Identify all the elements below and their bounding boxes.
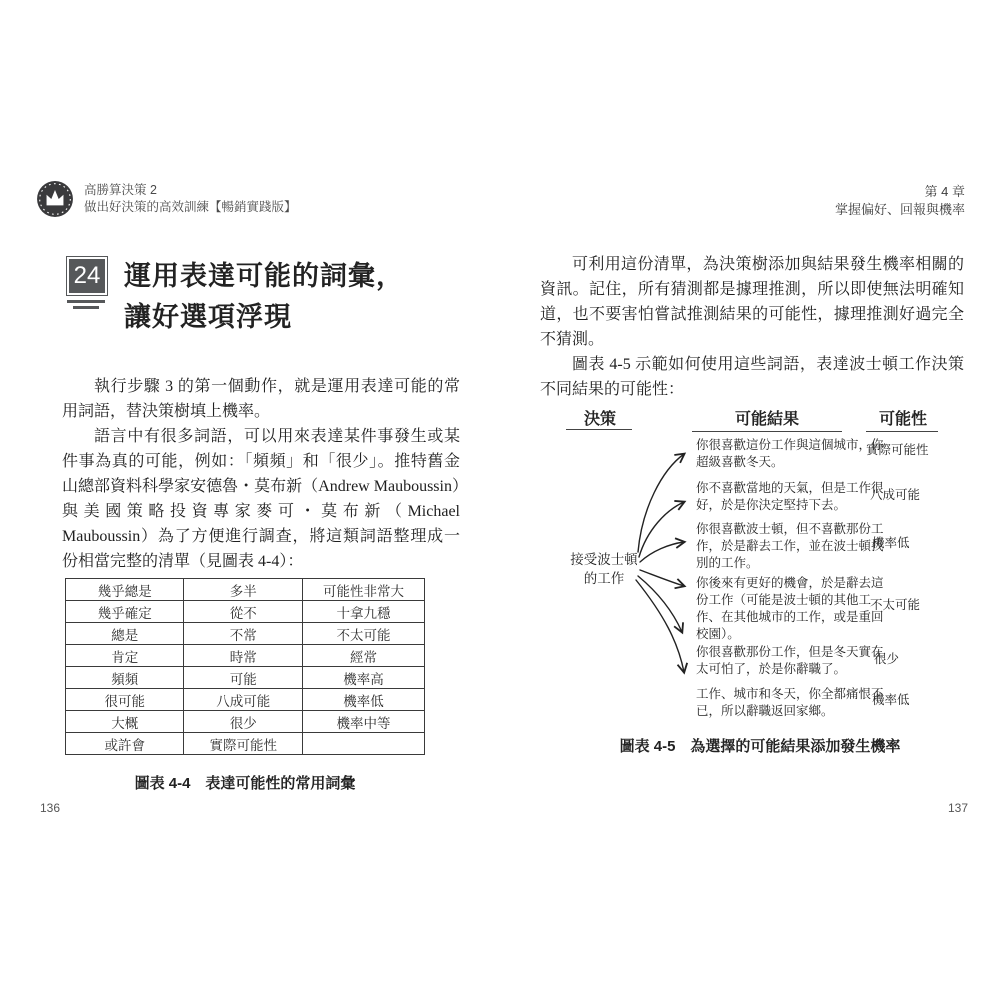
table-row <box>66 645 425 667</box>
book-title: 高勝算決策 2 <box>84 183 157 197</box>
table-cell: 不常 <box>184 623 302 645</box>
table-cell: 不太可能 <box>302 623 424 645</box>
table-cell: 很少 <box>184 711 302 733</box>
section-number-badge <box>66 256 108 338</box>
table-row <box>66 733 425 755</box>
chapter-header <box>835 183 965 219</box>
diagram-col-outcome: 可能結果 <box>734 411 799 428</box>
section-number: 24 <box>66 256 108 296</box>
outcome-probability-6: 機率低 <box>872 692 910 707</box>
decision-node-line1: 接受波士頓 <box>570 552 638 568</box>
table-cell: 實際可能性 <box>184 733 302 755</box>
table-cell: 機率中等 <box>302 711 424 733</box>
arrow-outcome-6 <box>636 580 684 672</box>
table-cell: 十拿九穩 <box>302 601 424 623</box>
table-cell: 可能 <box>184 667 302 689</box>
arrow-outcome-5 <box>638 576 682 632</box>
table-cell: 經常 <box>302 645 424 667</box>
table-row <box>66 623 425 645</box>
page-number-right: 137 <box>947 801 968 815</box>
figure-4-5-caption: 圖表 4-5 為選擇的可能結果添加發生機率 <box>619 738 901 755</box>
table-cell: 時常 <box>184 645 302 667</box>
diagram-col-decision: 決策 <box>583 411 616 428</box>
outcome-probability-5: 很少 <box>874 651 900 666</box>
outcome-text-5: 你很喜歡那份工作，但是冬天實在太可怕了，於是你辭職了。 <box>696 644 884 676</box>
outcome-text-4: 你後來有更好的機會，於是辭去這份工作（可能是波士頓的其他工作、在其他城市的工作，或是重回校園）。 <box>696 575 884 641</box>
table-cell: 機率低 <box>302 689 424 711</box>
outcome-probability-3: 機率低 <box>872 535 910 550</box>
paragraph: 可利用這份清單，為決策樹添加與結果發生機率相關的資訊。記住，所有猜測都是據理推測，所以即使無法明確知道，也不要害怕嘗試推測結果的可能性，據理推測好過完全不猜測。 <box>540 256 964 348</box>
table-cell: 幾乎確定 <box>66 601 184 623</box>
table-cell: 頻頻 <box>66 667 184 689</box>
section-title <box>124 256 404 338</box>
table-row <box>66 667 425 689</box>
table-row <box>66 601 425 623</box>
diagram-rule-outcome <box>692 431 842 432</box>
table-row <box>66 579 425 601</box>
book-subtitle: 做出好決策的高效訓練【暢銷實踐版】 <box>84 200 297 214</box>
badge-underline-2 <box>73 306 99 309</box>
outcome-probability-2: 八成可能 <box>870 487 921 502</box>
table-row <box>66 711 425 733</box>
outcome-text-6: 工作、城市和冬天，你全都痛恨不已，所以辭職返回家鄉。 <box>696 686 884 718</box>
outcome-probability-4: 不太可能 <box>870 597 921 612</box>
table-cell: 可能性非常大 <box>302 579 424 601</box>
probability-vocabulary-table <box>65 578 425 755</box>
left-body-text <box>62 374 460 574</box>
right-body-text <box>540 252 964 402</box>
section-title-line2: 讓好選項浮現 <box>124 302 292 332</box>
table-cell: 機率高 <box>302 667 424 689</box>
paragraph: 執行步驟 3 的第一個動作，就是運用表達可能的常用詞語，替決策樹填上機率。 <box>62 378 460 420</box>
paragraph: 語言中有很多詞語，可以用來表達某件事發生或某件事為真的可能，例如：「頻頻」和「很少」。推特舊金山總部資料科學家安德魯・莫布新（Andrew Mauboussin）與美國策略投資專家麥可・莫布新（Michael Mauboussin）為了方便進行調查，將這類詞語整理成一份相當完整的清單（見圖表 4-4）： <box>62 428 460 570</box>
paragraph: 圖表 4-5 示範如何使用這些詞語，表達波士頓工作決策不同結果的可能性： <box>540 356 964 398</box>
table-cell: 多半 <box>184 579 302 601</box>
table-cell: 或許會 <box>66 733 184 755</box>
chapter-title: 掌握偏好、回報與機率 <box>834 202 965 217</box>
badge-underline-1 <box>67 300 105 303</box>
table-cell: 大概 <box>66 711 184 733</box>
chapter-number: 第 4 章 <box>924 184 965 199</box>
section-title-line1: 運用表達可能的詞彙， <box>124 261 404 291</box>
section-heading <box>66 256 404 338</box>
outcome-text-3: 你很喜歡波士頓，但不喜歡那份工作，於是辭去工作，並在波士頓找別的工作。 <box>696 521 884 570</box>
table-cell: 從不 <box>184 601 302 623</box>
decision-tree-arrows <box>560 430 700 730</box>
arrow-outcome-3 <box>640 542 684 562</box>
book-brand-header <box>36 180 297 223</box>
table-cell <box>302 733 424 755</box>
table-cell: 幾乎總是 <box>66 579 184 601</box>
outcome-probability-1: 實際可能性 <box>866 442 929 457</box>
diagram-rule-probability <box>866 431 938 432</box>
table-cell: 很可能 <box>66 689 184 711</box>
table-row <box>66 689 425 711</box>
table-cell: 八成可能 <box>184 689 302 711</box>
table-cell: 肯定 <box>66 645 184 667</box>
crown-chip-logo-icon <box>36 180 74 223</box>
table-cell: 總是 <box>66 623 184 645</box>
outcome-text-1: 你很喜歡這份工作與這個城市，你超級喜歡冬天。 <box>696 437 884 469</box>
diagram-col-probability: 可能性 <box>878 411 927 428</box>
page-number-left: 136 <box>40 801 61 815</box>
arrow-outcome-1 <box>638 454 684 552</box>
outcome-text-2: 你不喜歡當地的天氣，但是工作很好，於是你決定堅持下去。 <box>696 480 884 512</box>
decision-node-line2: 的工作 <box>583 571 625 587</box>
figure-4-4-caption: 圖表 4-4 表達可能性的常用詞彙 <box>134 775 356 792</box>
